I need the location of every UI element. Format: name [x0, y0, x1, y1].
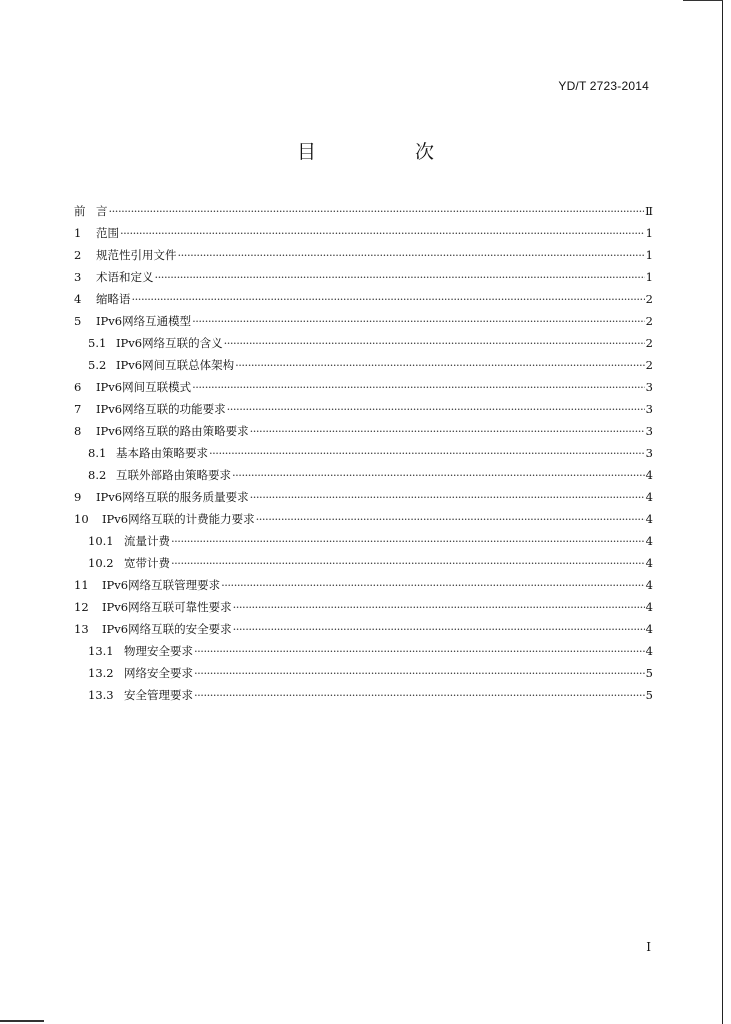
toc-leader-dots	[194, 684, 645, 706]
toc-entry-title: IPv6网络互联的计费能力要求	[102, 512, 255, 526]
toc-entry-title: 流量计费	[124, 534, 170, 548]
toc-entry-title: 基本路由策略要求	[116, 446, 208, 460]
toc-entry-title: 规范性引用文件	[96, 248, 177, 262]
toc-entry-number: 13.3	[88, 688, 114, 702]
toc-entry-number: 3	[74, 270, 82, 284]
toc-entry-title: IPv6网络互通模型	[96, 314, 192, 328]
toc-entry[interactable]	[74, 596, 653, 618]
toc-entry-page: 4	[645, 644, 653, 658]
toc-leader-dots	[192, 376, 645, 398]
toc-subentry[interactable]	[74, 442, 653, 464]
toc-entry-page: 4	[645, 534, 653, 548]
toc-entry-number: 13.2	[88, 666, 114, 680]
toc-subentry[interactable]	[74, 684, 653, 706]
toc-entry-title: IPv6网络互联的安全要求	[102, 622, 232, 636]
toc-entry[interactable]	[74, 222, 653, 244]
toc-list	[74, 200, 653, 706]
toc-leader-dots	[120, 222, 645, 244]
toc-leader-dots	[155, 266, 645, 288]
toc-entry-title: 言	[96, 204, 108, 218]
toc-entry-page: 3	[645, 424, 653, 438]
toc-entry-title: 术语和定义	[96, 270, 154, 284]
scan-edge-bottom	[0, 1020, 44, 1022]
toc-entry-page: 3	[645, 402, 653, 416]
toc-entry-title: IPv6网络互联的功能要求	[96, 402, 226, 416]
toc-entry[interactable]	[74, 310, 653, 332]
toc-entry-number: 13.1	[88, 644, 114, 658]
toc-entry-page: Ⅱ	[645, 204, 653, 218]
toc-entry[interactable]	[74, 244, 653, 266]
toc-entry-number: 8.2	[88, 468, 107, 482]
toc-entry-page: 2	[645, 336, 653, 350]
toc-leader-dots	[178, 244, 645, 266]
toc-entry-number: 9	[74, 490, 82, 504]
toc-entry[interactable]	[74, 200, 653, 222]
toc-entry-number: 10	[74, 512, 89, 526]
toc-entry[interactable]	[74, 376, 653, 398]
toc-leader-dots	[224, 332, 645, 354]
toc-entry-page: 5	[645, 688, 653, 702]
toc-entry-page: 4	[645, 512, 653, 526]
toc-entry[interactable]	[74, 618, 653, 640]
toc-entry[interactable]	[74, 266, 653, 288]
toc-entry-title: 安全管理要求	[124, 688, 193, 702]
toc-entry-number: 5.2	[88, 358, 107, 372]
toc-entry-number: 1	[74, 226, 82, 240]
toc-entry-title: 网络安全要求	[124, 666, 193, 680]
toc-leader-dots	[250, 486, 645, 508]
toc-title: 目 次	[296, 141, 474, 163]
toc-entry-number: 7	[74, 402, 82, 416]
toc-entry-page: 2	[645, 358, 653, 372]
toc-leader-dots	[194, 662, 645, 684]
toc-entry-number: 11	[74, 578, 89, 592]
toc-entry-number: 4	[74, 292, 82, 306]
toc-entry-title: 宽带计费	[124, 556, 170, 570]
toc-entry-title: IPv6网络互联管理要求	[102, 578, 221, 592]
toc-entry[interactable]	[74, 420, 653, 442]
toc-entry-page: 2	[645, 314, 653, 328]
toc-entry-page: 4	[645, 600, 653, 614]
toc-leader-dots	[194, 640, 645, 662]
toc-entry-page: 5	[645, 666, 653, 680]
scan-edge-top	[683, 0, 723, 1]
toc-leader-dots	[235, 354, 645, 376]
toc-leader-dots	[171, 530, 645, 552]
toc-entry-number: 13	[74, 622, 89, 636]
toc-entry-page: 1	[645, 248, 653, 262]
toc-entry-title: 范围	[96, 226, 119, 240]
toc-entry[interactable]	[74, 398, 653, 420]
toc-entry[interactable]	[74, 508, 653, 530]
toc-entry-page: 2	[645, 292, 653, 306]
toc-entry-number: 5.1	[88, 336, 107, 350]
toc-subentry[interactable]	[74, 530, 653, 552]
standard-number: YD/T 2723-2014	[558, 79, 649, 93]
toc-entry-title: IPv6网间互联模式	[96, 380, 192, 394]
toc-subentry[interactable]	[74, 640, 653, 662]
toc-entry-title: 物理安全要求	[124, 644, 193, 658]
toc-entry-page: 1	[645, 270, 653, 284]
toc-leader-dots	[221, 574, 645, 596]
toc-leader-dots	[250, 420, 645, 442]
toc-leader-dots	[171, 552, 645, 574]
toc-entry-title: IPv6网络互联的服务质量要求	[96, 490, 249, 504]
toc-entry-number: 10.2	[88, 556, 114, 570]
toc-entry-number: 8.1	[88, 446, 107, 460]
toc-entry[interactable]	[74, 574, 653, 596]
toc-entry-title: IPv6网络互联可靠性要求	[102, 600, 232, 614]
toc-entry-number: 前	[74, 204, 86, 218]
toc-subentry[interactable]	[74, 464, 653, 486]
toc-leader-dots	[233, 618, 645, 640]
toc-entry[interactable]	[74, 288, 653, 310]
toc-subentry[interactable]	[74, 332, 653, 354]
toc-subentry[interactable]	[74, 552, 653, 574]
toc-leader-dots	[132, 288, 645, 310]
toc-entry-title: IPv6网络互联的含义	[116, 336, 223, 350]
toc-entry-number: 2	[74, 248, 82, 262]
toc-entry-number: 10.1	[88, 534, 114, 548]
page-number: I	[646, 940, 651, 954]
toc-entry-page: 4	[645, 468, 653, 482]
toc-entry-title: IPv6网间互联总体架构	[116, 358, 235, 372]
toc-subentry[interactable]	[74, 354, 653, 376]
toc-leader-dots	[256, 508, 645, 530]
toc-entry-page: 4	[645, 578, 653, 592]
toc-entry-number: 6	[74, 380, 82, 394]
toc-entry[interactable]	[74, 486, 653, 508]
toc-entry-page: 3	[645, 380, 653, 394]
toc-entry-page: 4	[645, 556, 653, 570]
toc-leader-dots	[233, 596, 645, 618]
toc-entry-title: IPv6网络互联的路由策略要求	[96, 424, 249, 438]
toc-entry-page: 4	[645, 622, 653, 636]
toc-leader-dots	[227, 398, 645, 420]
toc-leader-dots	[232, 464, 645, 486]
toc-entry-number: 5	[74, 314, 82, 328]
toc-leader-dots	[192, 310, 645, 332]
toc-entry-number: 8	[74, 424, 82, 438]
toc-entry-page: 4	[645, 490, 653, 504]
toc-entry-title: 缩略语	[96, 292, 131, 306]
toc-entry-title: 互联外部路由策略要求	[116, 468, 231, 482]
toc-entry-page: 3	[645, 446, 653, 460]
toc-subentry[interactable]	[74, 662, 653, 684]
toc-leader-dots	[109, 200, 645, 222]
toc-leader-dots	[209, 442, 645, 464]
toc-entry-page: 1	[645, 226, 653, 240]
toc-entry-number: 12	[74, 600, 89, 614]
